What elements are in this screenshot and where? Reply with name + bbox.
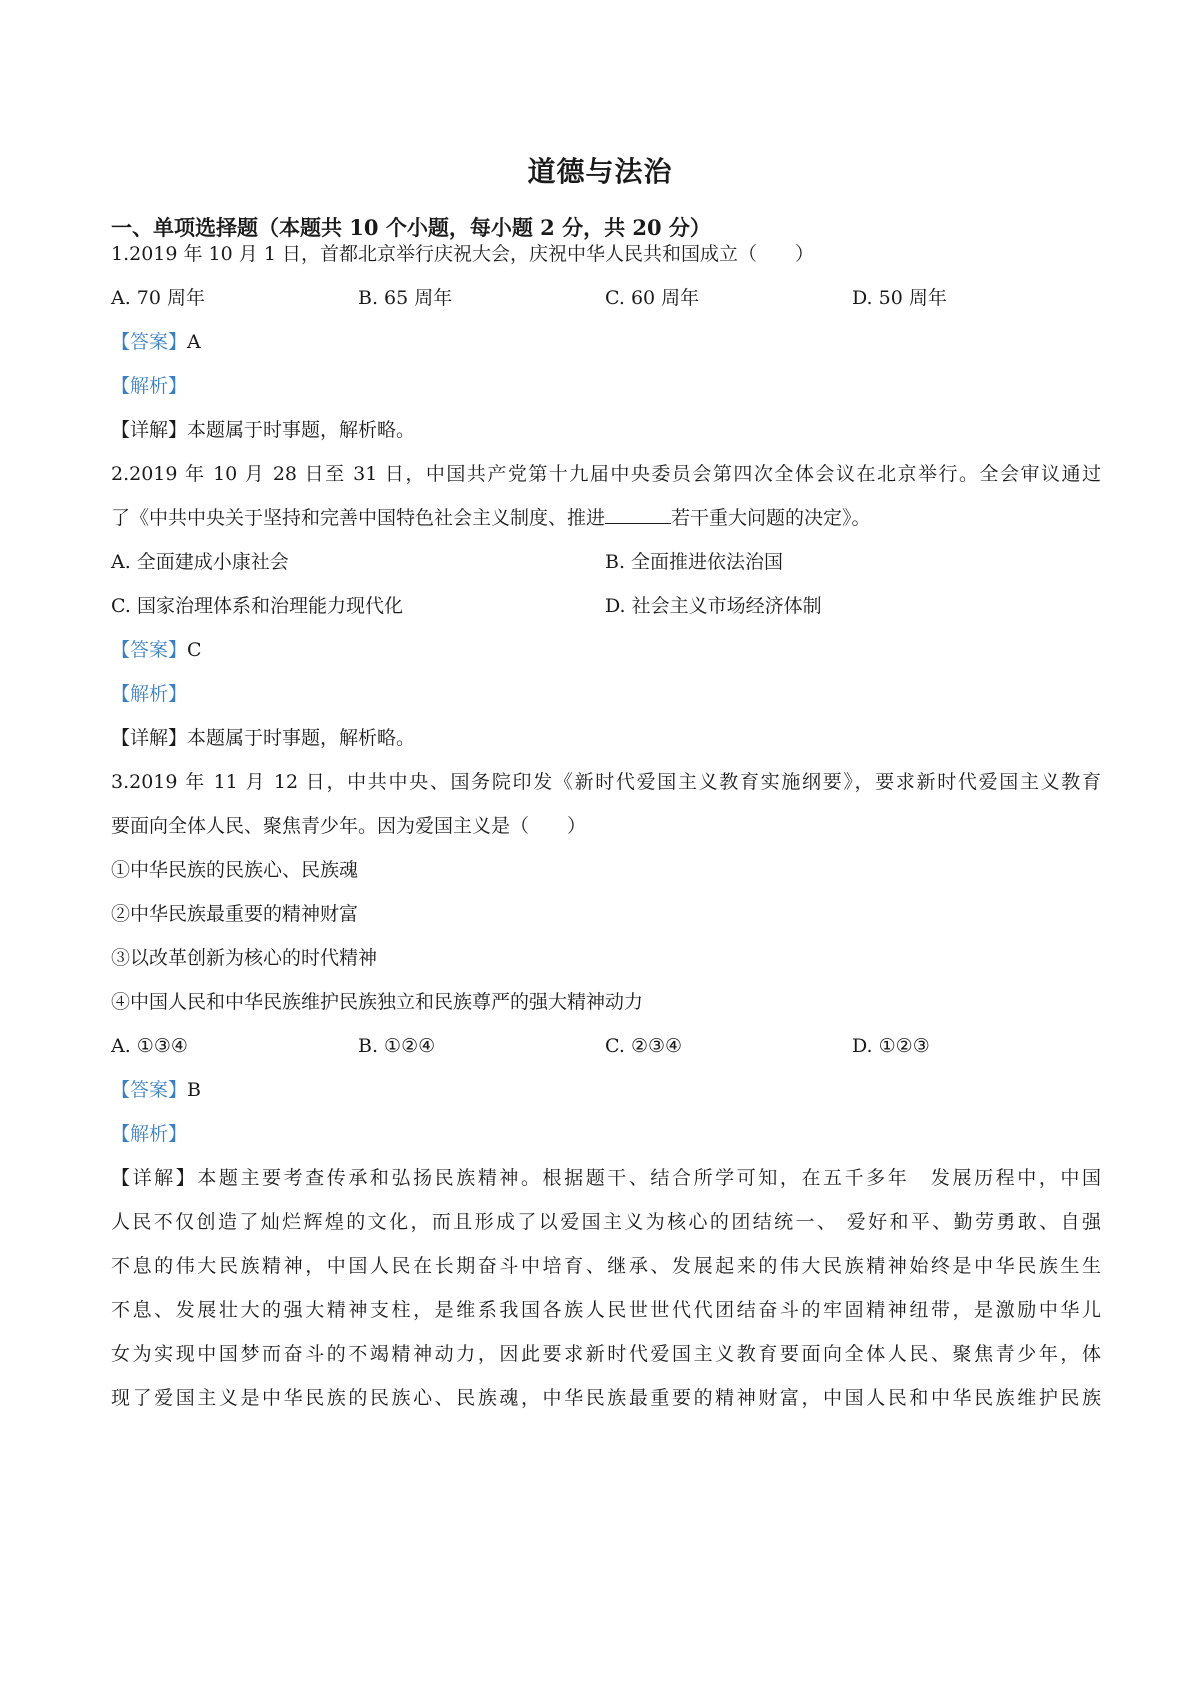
detail-label: 【详解】 [111,1167,198,1189]
q1-option-a: A. 70 周年 [111,287,206,309]
q1-answer [111,328,201,356]
q1-option-d: D. 50 周年 [852,287,947,309]
q3-item-1: ①中华民族的民族心、民族魂 [111,859,359,881]
answer-label: 【答案】 [111,639,188,661]
q1-stem: 1.2019 年 10 月 1 日，首都北京举行庆祝大会，庆祝中华人民共和国成立（ ） [111,243,814,265]
fill-blank [605,505,671,524]
q3-detail-line5: 女为实现中国梦而奋斗的不竭精神动力，因此要求新时代爱国主义教育要面向全体人民、聚焦青少年，体 [111,1343,1101,1365]
q3-options [111,1032,1101,1060]
q1-options [111,284,1101,312]
q2-options-row1 [111,548,1101,576]
q3-option-c: C. ②③④ [605,1035,683,1057]
q2-analysis [111,680,187,708]
q3-detail-line2: 人民不仅创造了灿烂辉煌的文化，而且形成了以爱国主义为核心的团结统一、 爱好和平、勤劳勇敢、自强 [111,1211,1101,1233]
q1-option-b: B. 65 周年 [358,287,453,309]
q2-stem-part1: 了《中共中央关于坚持和完善中国特色社会主义制度、推进 [111,507,606,529]
q3-answer [111,1076,201,1104]
q2-option-b: B. 全面推进依法治国 [605,551,784,573]
q2-options-row2 [111,592,1101,620]
q2-detail-text: 本题属于时事题，解析略。 [187,727,416,749]
q3-detail-line4: 不息、发展壮大的强大精神支柱，是维系我国各族人民世世代代团结奋斗的牢固精神纽带，是激励中华儿 [111,1299,1101,1321]
q3-detail-line1 [111,1164,1101,1192]
q2-detail [111,724,415,752]
q3-detail-text-1: 本题主要考查传承和弘扬民族精神。根据题干、结合所学可知，在五千多年 发展历程中，中国 [197,1167,1101,1189]
q2-option-d: D. 社会主义市场经济体制 [605,595,822,617]
q3-option-d: D. ①②③ [852,1035,930,1057]
q2-stem-part2: 若干重大问题的决定》。 [671,507,871,529]
q1-option-c: C. 60 周年 [605,287,700,309]
q1-detail [111,416,415,444]
q3-item-3: ③以改革创新为核心的时代精神 [111,947,378,969]
q3-option-b: B. ①②④ [358,1035,436,1057]
q3-item-4: ④中国人民和中华民族维护民族独立和民族尊严的强大精神动力 [111,991,644,1013]
q1-detail-text: 本题属于时事题，解析略。 [187,419,416,441]
q3-stem-line1: 3.2019 年 11 月 12 日，中共中央、国务院印发《新时代爱国主义教育实施纲要》，要求新时代爱国主义教育 [111,771,1101,793]
q3-detail-line6: 现了爱国主义是中华民族的民族心、民族魂，中华民族最重要的精神财富，中国人民和中华民族维护民族 [111,1387,1101,1409]
section-heading: 一、单项选择题（本题共 10 个小题，每小题 2 分，共 20 分） [111,215,711,240]
answer-label: 【答案】 [111,331,188,353]
page-title: 道德与法治 [527,155,673,188]
q3-option-a: A. ①③④ [111,1035,188,1057]
q3-analysis [111,1120,187,1148]
detail-label: 【详解】 [111,727,188,749]
answer-label: 【答案】 [111,1079,188,1101]
q2-stem-line2 [111,504,871,532]
q2-answer-value: C [187,639,202,661]
q2-stem-line1: 2.2019 年 10 月 28 日至 31 日，中国共产党第十九届中央委员会第四次全体会议在北京举行。全会审议通过 [111,463,1101,485]
q2-answer [111,636,202,664]
analysis-label: 【解析】 [111,1123,188,1145]
q3-item-2: ②中华民族最重要的精神财富 [111,903,359,925]
q1-analysis [111,372,187,400]
analysis-label: 【解析】 [111,683,188,705]
q2-option-c: C. 国家治理体系和治理能力现代化 [111,595,403,617]
q3-detail-line3: 不息的伟大民族精神，中国人民在长期奋斗中培育、继承、发展起来的伟大民族精神始终是中华民族生生 [111,1255,1101,1277]
q2-option-a: A. 全面建成小康社会 [111,551,289,573]
detail-label: 【详解】 [111,419,188,441]
q1-answer-value: A [187,331,201,353]
q3-answer-value: B [187,1079,201,1101]
analysis-label: 【解析】 [111,375,188,397]
q3-stem-line2: 要面向全体人民、聚焦青少年。因为爱国主义是（ ） [111,815,587,837]
